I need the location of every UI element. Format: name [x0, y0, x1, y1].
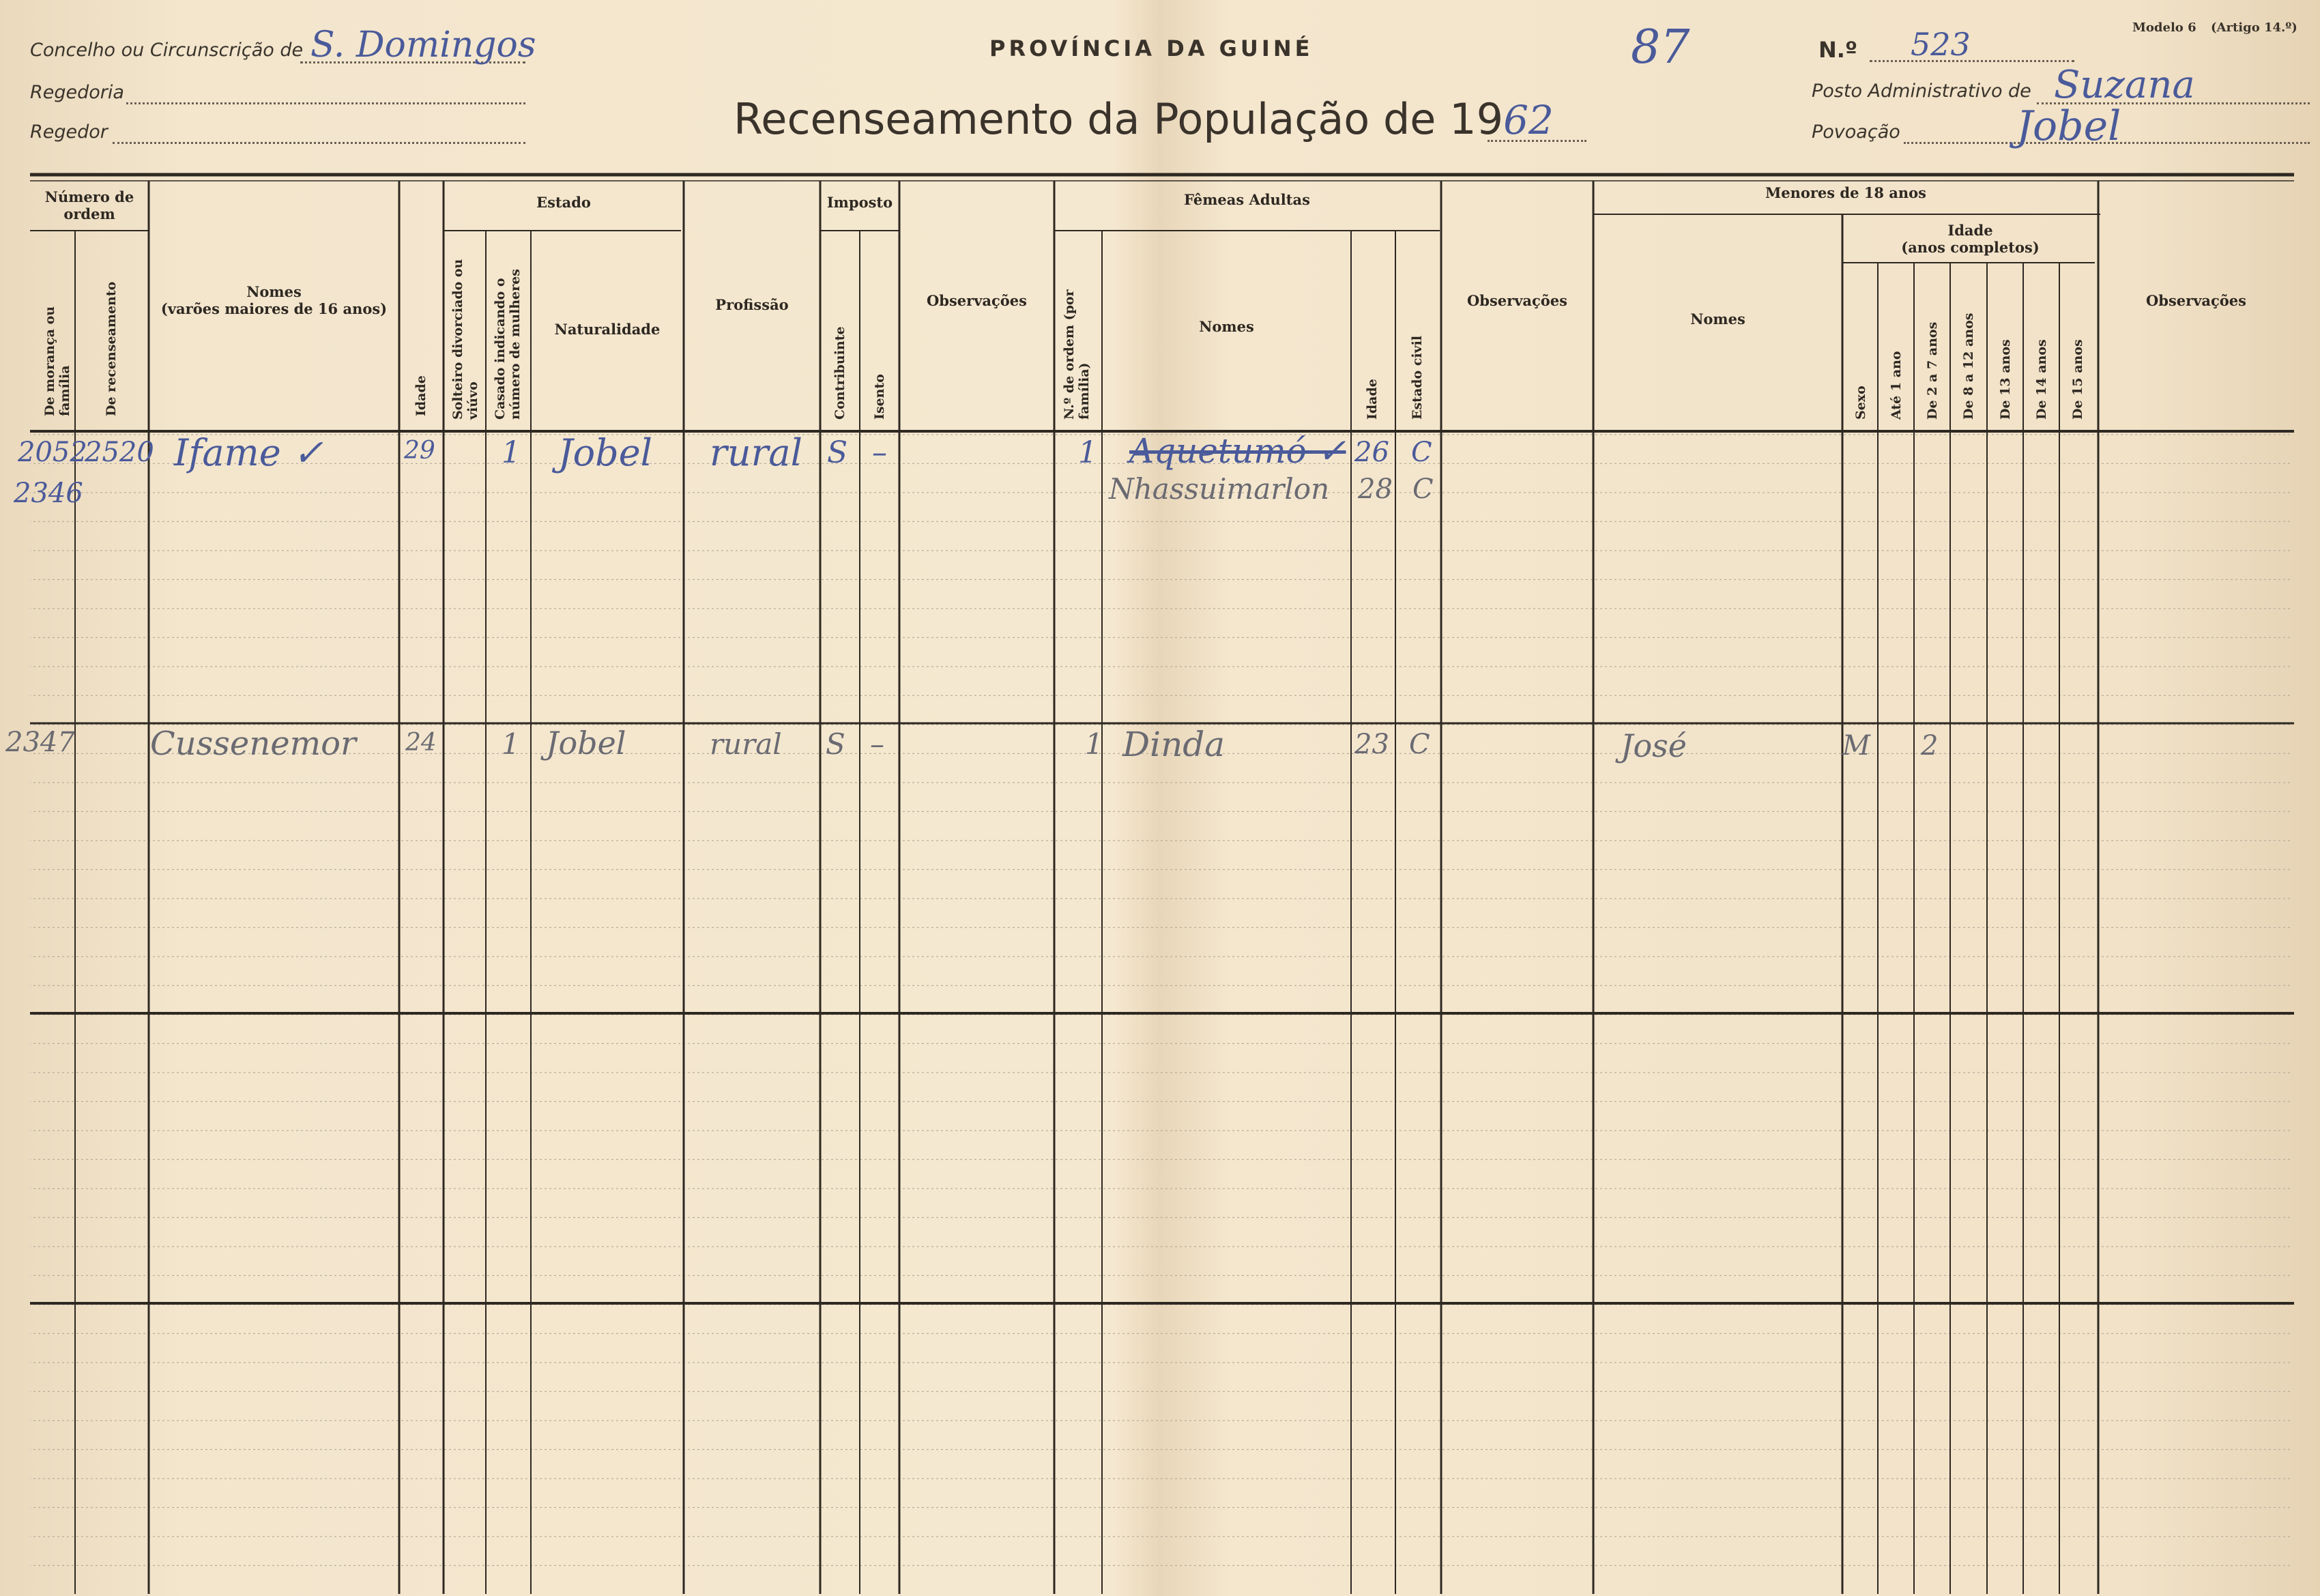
femea-name-2: Nhassuimarlon: [1109, 472, 1330, 506]
povoacao-value: Jobel: [2016, 102, 2121, 150]
col-de-15: De 15 anos: [2070, 339, 2085, 420]
col-numero-ordem: Número de ordem: [44, 188, 134, 222]
varao-idade: 29: [404, 437, 435, 465]
col-de-14: De 14 anos: [2034, 339, 2049, 420]
femea-name-1: Aquetumó ✓: [1129, 431, 1346, 471]
page-mark: 87: [1631, 20, 1690, 74]
varao-idade: 24: [405, 729, 437, 757]
casado-count: 1: [502, 727, 520, 761]
naturalidade-value: Jobel: [546, 725, 626, 761]
isento-value: –: [872, 435, 887, 470]
col-de-moranca: De morança ou família: [42, 306, 72, 416]
numero-value: 523: [1911, 26, 1971, 63]
varao-name: Ifame ✓: [174, 431, 324, 474]
col-menores-idade-header: [1842, 222, 2098, 256]
moranca-number: 2052: [18, 437, 87, 468]
numero-label: N.º: [1818, 37, 1857, 63]
col-naturalidade: Naturalidade: [554, 321, 661, 338]
regedoria-label: Regedoria: [30, 82, 124, 103]
col-casado: Casado indicando o número de mulheres: [493, 269, 523, 420]
varao-name: Cussenemor: [150, 725, 356, 763]
posto-value: Suzana: [2054, 63, 2195, 107]
moranca-number: 2347: [5, 727, 75, 758]
col-menores-nomes: Nomes: [1690, 310, 1745, 328]
artigo-label: (Artigo 14.º): [2211, 20, 2297, 35]
femea-idade-2: 28: [1358, 474, 1393, 505]
col-de-recenseamento: De recenseamento: [104, 281, 119, 416]
col-contribuinte: Contribuinte: [832, 326, 847, 420]
casado-count: 1: [502, 435, 521, 470]
col-de-8-a-12: De 8 a 12 anos: [1961, 313, 1976, 420]
posto-label: Posto Administrativo de: [1812, 81, 2031, 102]
femea-ordem: 1: [1078, 435, 1097, 470]
col-femeas-adultas: Fêmeas Adultas: [1184, 191, 1310, 208]
col-solteiro: Solteiro divorciado ou viúvo: [450, 259, 480, 420]
isento-value: –: [870, 727, 884, 761]
concelho-label: Concelho ou Circunscrição de: [30, 40, 304, 61]
profissao-value: rural: [710, 727, 782, 761]
col-menores: Menores de 18 anos: [1765, 184, 1927, 201]
col-ate-1-ano: Até 1 ano: [1889, 351, 1904, 420]
col-nomes-sub: (varões maiores de 16 anos): [160, 300, 388, 317]
col-imposto: Imposto: [826, 194, 893, 211]
moranca-number-2: 2346: [14, 478, 83, 509]
col-idade: Idade: [414, 375, 429, 416]
col-profissao: Profissão: [715, 296, 789, 313]
menor-idade: 2: [1921, 730, 1939, 761]
femea-idade-1: 23: [1354, 729, 1389, 760]
col-isento: Isento: [872, 374, 887, 420]
col-menores-idade-sub: (anos completos): [1901, 239, 2040, 256]
femea-estado-2: C: [1412, 474, 1434, 505]
col-femeas-nomes: Nomes: [1199, 318, 1254, 335]
col-menores-idade: Idade: [1947, 222, 1993, 239]
contribuinte-value: S: [826, 727, 845, 761]
col-n-ordem-familia: N.º de ordem (por família): [1062, 289, 1092, 420]
col-estado: Estado: [536, 194, 591, 211]
recenseamento-number: 2520: [85, 437, 154, 468]
naturalidade-value: Jobel: [558, 431, 652, 474]
col-de-2-a-7: De 2 a 7 anos: [1925, 321, 1940, 420]
profissao-value: rural: [710, 431, 802, 474]
contribuinte-value: S: [827, 435, 848, 470]
province-title: PROVÍNCIA DA GUINÉ: [989, 35, 1314, 61]
col-nomes: Nomes: [246, 283, 302, 300]
femea-name-1: Dinda: [1122, 725, 1226, 764]
col-sexo: Sexo: [1853, 386, 1868, 420]
femea-estado-1: C: [1409, 729, 1430, 760]
census-year: 62: [1503, 97, 1554, 143]
col-de-13: De 13 anos: [1998, 339, 2013, 420]
menor-name: José: [1621, 727, 1687, 764]
menor-sexo: M: [1842, 730, 1870, 761]
col-femeas-idade: Idade: [1365, 379, 1380, 420]
femea-estado-1: C: [1411, 437, 1432, 468]
col-observacoes-2: Observações: [1466, 292, 1567, 309]
concelho-value: S. Domingos: [310, 25, 536, 66]
femea-idade-1: 26: [1354, 437, 1389, 468]
modelo-label: Modelo 6: [2132, 20, 2196, 35]
col-observacoes-3: Observações: [2145, 292, 2246, 309]
povoacao-label: Povoação: [1812, 121, 1900, 143]
femea-ordem: 1: [1085, 727, 1103, 761]
col-estado-civil: Estado civil: [1410, 335, 1425, 420]
col-observacoes: Observações: [926, 292, 1027, 309]
regedor-label: Regedor: [30, 121, 108, 143]
col-nomes-header: [149, 283, 399, 317]
census-title-prefix: Recenseamento da População de 19: [734, 94, 1504, 144]
